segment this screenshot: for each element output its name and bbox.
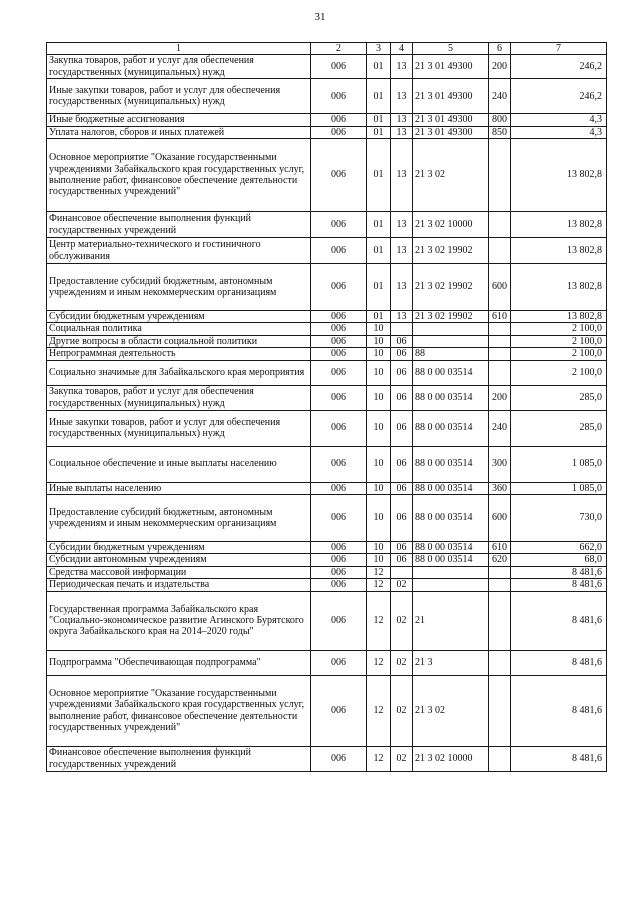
table-row [47, 238, 607, 264]
row-amount: 285,0 [511, 410, 607, 446]
header-col-2: 2 [311, 43, 367, 55]
row-section: 10 [367, 554, 391, 566]
row-section: 12 [367, 566, 391, 578]
row-subsection: 13 [391, 139, 413, 212]
header-col-7: 7 [511, 43, 607, 55]
row-amount: 8 481,6 [511, 650, 607, 675]
row-target-article: 21 3 01 49300 [413, 79, 489, 114]
row-name: Основное мероприятие "Оказание государственными учреждениями Забайкальского края государственных услуг, выполнение работ, финансовое обеспечение деятельности государственных учреждений" [47, 139, 311, 212]
row-amount: 8 481,6 [511, 675, 607, 746]
row-target-article: 21 [413, 591, 489, 650]
row-section: 10 [367, 495, 391, 542]
row-target-article: 21 3 01 49300 [413, 126, 489, 138]
row-expense-type: 600 [489, 264, 511, 311]
row-expense-type [489, 139, 511, 212]
row-section: 01 [367, 264, 391, 311]
row-section: 01 [367, 126, 391, 138]
row-expense-type: 200 [489, 55, 511, 79]
table-row [47, 126, 607, 138]
row-expense-type: 300 [489, 446, 511, 482]
row-amount: 13 802,8 [511, 264, 607, 311]
row-ministry-code: 006 [311, 335, 367, 347]
row-target-article: 88 0 00 03514 [413, 495, 489, 542]
row-ministry-code: 006 [311, 410, 367, 446]
table-row [47, 675, 607, 746]
row-section: 01 [367, 79, 391, 114]
row-target-article: 21 3 01 49300 [413, 114, 489, 126]
row-expense-type [489, 579, 511, 591]
row-ministry-code: 006 [311, 566, 367, 578]
row-subsection: 06 [391, 360, 413, 385]
row-subsection: 13 [391, 126, 413, 138]
row-ministry-code: 006 [311, 554, 367, 566]
row-section: 12 [367, 591, 391, 650]
table-row [47, 410, 607, 446]
table-row [47, 335, 607, 347]
row-expense-type [489, 212, 511, 238]
row-name: Субсидии бюджетным учреждениям [47, 311, 311, 323]
table-row [47, 579, 607, 591]
row-target-article: 21 3 02 19902 [413, 264, 489, 311]
row-ministry-code: 006 [311, 139, 367, 212]
table-row [47, 495, 607, 542]
row-expense-type [489, 335, 511, 347]
table-row [47, 348, 607, 360]
row-amount: 2 100,0 [511, 348, 607, 360]
row-target-article [413, 566, 489, 578]
row-subsection: 06 [391, 554, 413, 566]
row-name: Субсидии автономным учреждениям [47, 554, 311, 566]
row-target-article [413, 323, 489, 335]
row-subsection: 13 [391, 238, 413, 264]
row-target-article: 21 3 02 19902 [413, 311, 489, 323]
row-expense-type: 240 [489, 79, 511, 114]
row-section: 12 [367, 746, 391, 771]
row-amount: 2 100,0 [511, 323, 607, 335]
row-ministry-code: 006 [311, 238, 367, 264]
row-name: Закупка товаров, работ и услуг для обеспечения государственных (муниципальных) нужд [47, 385, 311, 410]
table-row [47, 566, 607, 578]
row-name: Финансовое обеспечение выполнения функций государственных учреждений [47, 212, 311, 238]
row-amount: 8 481,6 [511, 746, 607, 771]
row-subsection: 06 [391, 495, 413, 542]
row-ministry-code: 006 [311, 446, 367, 482]
row-amount: 1 085,0 [511, 482, 607, 494]
row-subsection: 13 [391, 311, 413, 323]
row-target-article: 88 0 00 03514 [413, 446, 489, 482]
row-section: 10 [367, 323, 391, 335]
budget-table [46, 42, 607, 772]
row-amount: 285,0 [511, 385, 607, 410]
row-amount: 246,2 [511, 55, 607, 79]
row-amount: 13 802,8 [511, 212, 607, 238]
row-ministry-code: 006 [311, 311, 367, 323]
row-expense-type [489, 591, 511, 650]
row-target-article: 21 3 02 10000 [413, 212, 489, 238]
row-name: Социальная политика [47, 323, 311, 335]
table-row [47, 591, 607, 650]
row-amount: 8 481,6 [511, 579, 607, 591]
row-expense-type: 200 [489, 385, 511, 410]
row-target-article: 88 0 00 03514 [413, 385, 489, 410]
header-col-3: 3 [367, 43, 391, 55]
row-expense-type: 610 [489, 311, 511, 323]
row-expense-type: 360 [489, 482, 511, 494]
row-ministry-code: 006 [311, 360, 367, 385]
table-row [47, 139, 607, 212]
row-section: 10 [367, 348, 391, 360]
row-name: Основное мероприятие "Оказание государственными учреждениями Забайкальского края государственных услуг, выполнение работ, финансовое обеспечение деятельности государственных учреждений" [47, 675, 311, 746]
row-ministry-code: 006 [311, 542, 367, 554]
row-subsection: 02 [391, 650, 413, 675]
row-name: Иные выплаты населению [47, 482, 311, 494]
row-target-article: 88 0 00 03514 [413, 542, 489, 554]
row-ministry-code: 006 [311, 675, 367, 746]
row-subsection: 13 [391, 114, 413, 126]
table-row [47, 554, 607, 566]
table-row [47, 323, 607, 335]
row-expense-type [489, 348, 511, 360]
row-subsection: 06 [391, 348, 413, 360]
row-expense-type: 610 [489, 542, 511, 554]
row-subsection: 06 [391, 335, 413, 347]
table-row [47, 446, 607, 482]
row-target-article: 88 [413, 348, 489, 360]
row-amount: 13 802,8 [511, 238, 607, 264]
table-row [47, 264, 607, 311]
row-amount: 2 100,0 [511, 360, 607, 385]
row-subsection: 02 [391, 579, 413, 591]
header-col-1: 1 [47, 43, 311, 55]
row-ministry-code: 006 [311, 650, 367, 675]
row-ministry-code: 006 [311, 114, 367, 126]
row-amount: 662,0 [511, 542, 607, 554]
table-row [47, 55, 607, 79]
table-row [47, 79, 607, 114]
row-section: 01 [367, 311, 391, 323]
row-expense-type [489, 360, 511, 385]
header-col-4: 4 [391, 43, 413, 55]
row-section: 10 [367, 446, 391, 482]
row-expense-type [489, 650, 511, 675]
table-row [47, 746, 607, 771]
row-target-article: 21 3 02 19902 [413, 238, 489, 264]
row-subsection [391, 566, 413, 578]
row-name: Предоставление субсидий бюджетным, автономным учреждениям и иным некоммерческим организациям [47, 495, 311, 542]
row-ministry-code: 006 [311, 385, 367, 410]
row-amount: 4,3 [511, 114, 607, 126]
row-name: Непрограммная деятельность [47, 348, 311, 360]
table-row [47, 385, 607, 410]
row-subsection: 13 [391, 79, 413, 114]
row-section: 10 [367, 385, 391, 410]
row-subsection: 06 [391, 446, 413, 482]
row-amount: 1 085,0 [511, 446, 607, 482]
row-amount: 4,3 [511, 126, 607, 138]
row-subsection: 06 [391, 542, 413, 554]
row-section: 12 [367, 650, 391, 675]
row-name: Периодическая печать и издательства [47, 579, 311, 591]
row-target-article: 21 3 02 [413, 139, 489, 212]
row-section: 01 [367, 238, 391, 264]
row-name: Иные бюджетные ассигнования [47, 114, 311, 126]
row-subsection: 13 [391, 264, 413, 311]
row-subsection: 06 [391, 410, 413, 446]
row-amount: 13 802,8 [511, 139, 607, 212]
table-row [47, 482, 607, 494]
row-subsection: 02 [391, 746, 413, 771]
row-section: 12 [367, 675, 391, 746]
row-expense-type [489, 238, 511, 264]
row-ministry-code: 006 [311, 126, 367, 138]
row-section: 10 [367, 360, 391, 385]
row-ministry-code: 006 [311, 55, 367, 79]
row-subsection: 13 [391, 212, 413, 238]
row-target-article: 88 0 00 03514 [413, 554, 489, 566]
row-expense-type [489, 746, 511, 771]
row-target-article: 88 0 00 03514 [413, 360, 489, 385]
row-expense-type [489, 675, 511, 746]
row-subsection [391, 323, 413, 335]
row-target-article: 88 0 00 03514 [413, 410, 489, 446]
row-target-article [413, 579, 489, 591]
row-amount: 2 100,0 [511, 335, 607, 347]
row-amount: 8 481,6 [511, 591, 607, 650]
row-section: 01 [367, 212, 391, 238]
row-expense-type: 620 [489, 554, 511, 566]
row-target-article: 21 3 02 10000 [413, 746, 489, 771]
row-target-article: 21 3 02 [413, 675, 489, 746]
row-ministry-code: 006 [311, 579, 367, 591]
row-subsection: 02 [391, 591, 413, 650]
row-expense-type: 850 [489, 126, 511, 138]
row-name: Социальное обеспечение и иные выплаты населению [47, 446, 311, 482]
row-section: 01 [367, 139, 391, 212]
row-section: 01 [367, 114, 391, 126]
row-ministry-code: 006 [311, 482, 367, 494]
row-section: 10 [367, 542, 391, 554]
row-expense-type: 800 [489, 114, 511, 126]
row-section: 10 [367, 335, 391, 347]
row-target-article: 88 0 00 03514 [413, 482, 489, 494]
row-name: Финансовое обеспечение выполнения функций государственных учреждений [47, 746, 311, 771]
row-name: Государственная программа Забайкальского края "Социально-экономическое развитие Агинского Бурятского округа Забайкальского края на 2014–2020 годы" [47, 591, 311, 650]
row-name: Уплата налогов, сборов и иных платежей [47, 126, 311, 138]
row-ministry-code: 006 [311, 212, 367, 238]
table-row [47, 650, 607, 675]
row-amount: 8 481,6 [511, 566, 607, 578]
row-subsection: 02 [391, 675, 413, 746]
row-name: Другие вопросы в области социальной политики [47, 335, 311, 347]
row-section: 12 [367, 579, 391, 591]
row-amount: 68,0 [511, 554, 607, 566]
table-row [47, 311, 607, 323]
header-col-5: 5 [413, 43, 489, 55]
row-subsection: 13 [391, 55, 413, 79]
row-name: Закупка товаров, работ и услуг для обеспечения государственных (муниципальных) нужд [47, 55, 311, 79]
row-ministry-code: 006 [311, 264, 367, 311]
row-ministry-code: 006 [311, 348, 367, 360]
row-subsection: 06 [391, 482, 413, 494]
row-target-article: 21 3 01 49300 [413, 55, 489, 79]
row-amount: 246,2 [511, 79, 607, 114]
row-name: Иные закупки товаров, работ и услуг для обеспечения государственных (муниципальных) нужд [47, 410, 311, 446]
row-name: Иные закупки товаров, работ и услуг для обеспечения государственных (муниципальных) нужд [47, 79, 311, 114]
table-header-row [47, 43, 607, 55]
row-target-article [413, 335, 489, 347]
row-name: Средства массовой информации [47, 566, 311, 578]
row-expense-type: 240 [489, 410, 511, 446]
row-expense-type: 600 [489, 495, 511, 542]
row-name: Подпрограмма "Обеспечивающая подпрограмма" [47, 650, 311, 675]
table-row [47, 360, 607, 385]
row-target-article: 21 3 [413, 650, 489, 675]
table-row [47, 114, 607, 126]
row-amount: 730,0 [511, 495, 607, 542]
header-col-6: 6 [489, 43, 511, 55]
row-subsection: 06 [391, 385, 413, 410]
row-ministry-code: 006 [311, 79, 367, 114]
row-expense-type [489, 323, 511, 335]
row-ministry-code: 006 [311, 495, 367, 542]
row-ministry-code: 006 [311, 591, 367, 650]
row-section: 01 [367, 55, 391, 79]
row-name: Центр материально-технического и гостиничного обслуживания [47, 238, 311, 264]
table-row [47, 542, 607, 554]
row-name: Предоставление субсидий бюджетным, автономным учреждениям и иным некоммерческим организациям [47, 264, 311, 311]
page-number: 31 [314, 11, 326, 23]
row-section: 10 [367, 482, 391, 494]
row-name: Субсидии бюджетным учреждениям [47, 542, 311, 554]
row-expense-type [489, 566, 511, 578]
row-section: 10 [367, 410, 391, 446]
row-ministry-code: 006 [311, 323, 367, 335]
table-row [47, 212, 607, 238]
row-amount: 13 802,8 [511, 311, 607, 323]
row-name: Социально значимые для Забайкальского края мероприятия [47, 360, 311, 385]
row-ministry-code: 006 [311, 746, 367, 771]
